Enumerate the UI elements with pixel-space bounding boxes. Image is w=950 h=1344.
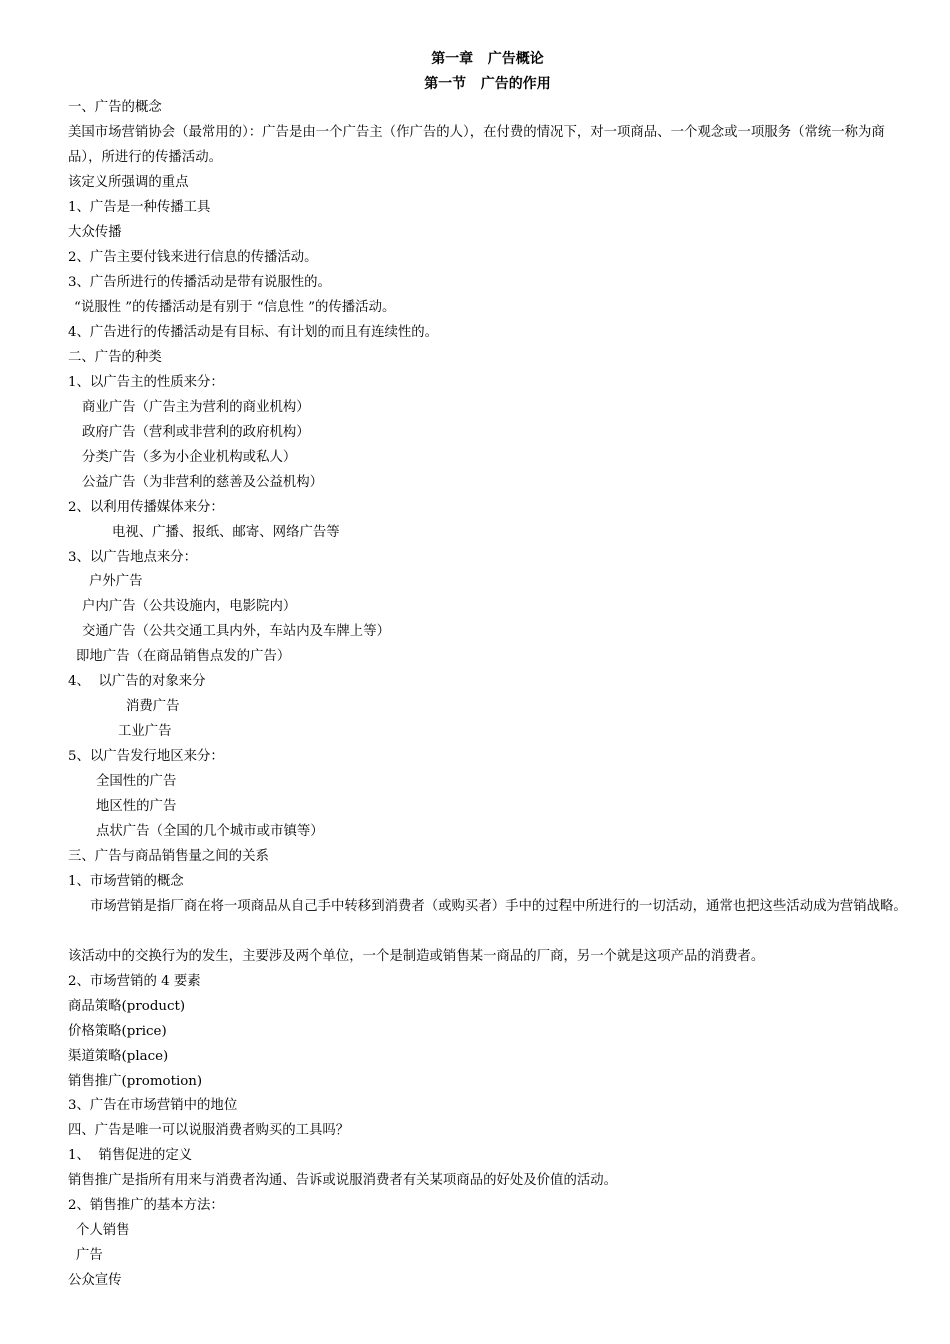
list-item: 商业广告（广告主为营利的商业机构） [82,400,310,415]
heading-relationship: 三、广告与商品销售量之间的关系 [68,849,269,864]
list-item: 渠道策略(place) [68,1049,169,1064]
list-item: 工业广告 [118,724,172,739]
heading-concept: 一、广告的概念 [68,100,162,115]
list-item: 户内广告（公共设施内，电影院内） [82,599,297,614]
list-item: 价格策略(price) [68,1024,167,1039]
heading-types: 二、广告的种类 [68,350,162,365]
text-line: 1、 销售促进的定义 [68,1148,193,1163]
chapter-title: 第一章 广告概论 [431,51,544,67]
text-line: 2、销售推广的基本方法： [68,1198,224,1213]
heading-question: 四、广告是唯一可以说服消费者购买的工具吗？ [68,1123,350,1138]
text-line: 该活动中的交换行为的发生，主要涉及两个单位，一个是制造或销售某一商品的厂商，另一个就是这项产品的消费者。 [68,949,765,964]
list-item: 电视、广播、报纸、邮寄、网络广告等 [112,525,340,540]
text-line: 销售推广是指所有用来与消费者沟通、告诉或说服消费者有关某项商品的好处及价值的活动。 [68,1173,618,1188]
text-line: 4、广告进行的传播活动是有目标、有计划的而且有连续性的。 [68,325,439,340]
text-line: 2、以利用传播媒体来分： [68,500,224,515]
text-line: 2、市场营销的 4 要素 [68,974,201,989]
list-item: 即地广告（在商品销售点发的广告） [76,649,291,664]
paragraph-marketing-text: 市场营销是指厂商在将一项商品从自己手中转移到消费者（或购买者）手中的过程中所进行的一切活动，通常也把这些活动成为营销战略。 [90,899,907,914]
list-item: 政府广告（营利或非营利的政府机构） [82,425,310,440]
text-line: 5、以广告发行地区来分： [68,749,224,764]
list-item: 交通广告（公共交通工具内外，车站内及车牌上等） [82,624,390,639]
text-line: 1、广告是一种传播工具 [68,200,211,215]
text-line: 1、市场营销的概念 [68,874,184,889]
list-item: 点状广告（全国的几个城市或市镇等） [96,824,324,839]
list-item: 广告 [76,1248,103,1263]
list-item: 户外广告 [89,574,143,589]
text-line: 大众传播 [68,225,122,240]
text-line: 3、广告在市场营销中的地位 [68,1098,238,1113]
list-item: 地区性的广告 [96,799,177,814]
list-item: 全国性的广告 [96,774,177,789]
list-item: 公众宣传 [68,1273,122,1288]
text-line: 1、以广告主的性质来分： [68,375,224,390]
text-line: 3、以广告地点来分： [68,550,198,565]
paragraph-definition: 美国市场营销协会（最常用的）：广告是由一个广告主（作广告的人），在付费的情况下，对一项商品、一个观念或一项服务（常统一称为商品），所进行的传播活动。 [68,125,885,165]
text-line: 该定义所强调的重点 [68,175,189,190]
section-title: 第一节 广告的作用 [424,76,551,92]
list-item: 销售推广(promotion) [68,1074,203,1089]
text-line: 2、广告主要付钱来进行信息的传播活动。 [68,250,318,265]
list-item: 消费广告 [126,699,180,714]
text-line: “说服性 ”的传播活动是有别于 “信息性 ”的传播活动。 [74,300,396,315]
text-line: 4、 以广告的对象来分 [68,674,206,689]
list-item: 商品策略(product) [68,999,186,1014]
text-line: 3、广告所进行的传播活动是带有说服性的。 [68,275,331,290]
list-item: 分类广告（多为小企业机构或私人） [82,450,297,465]
paragraph-marketing [68,894,908,919]
list-item: 公益广告（为非营利的慈善及公益机构） [82,475,324,490]
list-item: 个人销售 [76,1223,130,1238]
